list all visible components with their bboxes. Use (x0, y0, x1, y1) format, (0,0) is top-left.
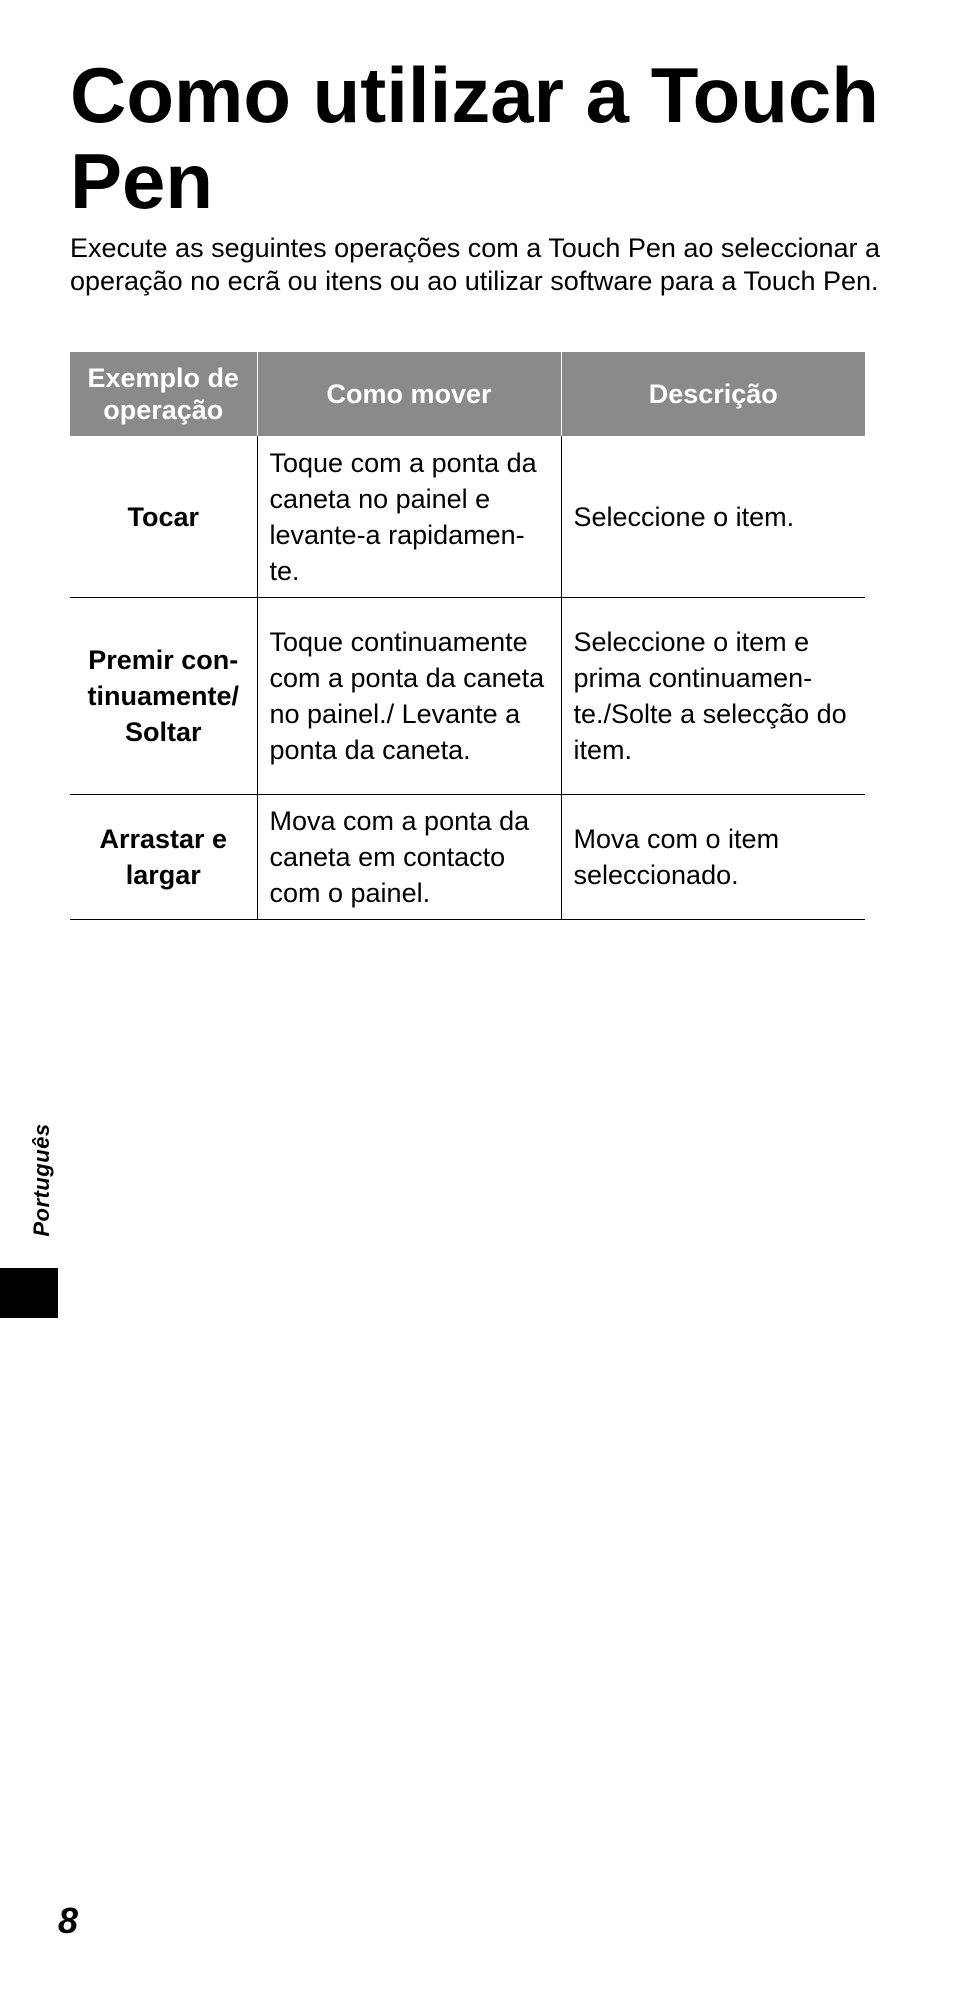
header-operation-example: Exemplo de operação (70, 352, 257, 436)
intro-paragraph: Execute as seguintes operações com a Touch Pen ao seleccionar a operação no ecrã ou itens ou ao utilizar software para a Touch Pen. (70, 233, 880, 296)
description-cell: Mova com o item seleccionado. (561, 795, 865, 920)
operation-cell: Premir con-tinuamente/ Soltar (70, 598, 257, 795)
table-header-row (70, 352, 865, 436)
how-to-move-cell: Mova com a ponta da caneta em contacto com o painel. (257, 795, 561, 920)
description-cell: Seleccione o item e prima continuamen-te./Solte a selecção do item. (561, 598, 865, 795)
operation-cell: Arrastar e largar (70, 795, 257, 920)
page-title: Como utilizar a Touch Pen (70, 51, 879, 225)
page-number: 8 (58, 1900, 79, 1941)
description-cell: Seleccione o item. (561, 436, 865, 598)
how-to-move-cell: Toque continuamente com a ponta da caneta no painel./ Levante a ponta da caneta. (257, 598, 561, 795)
table-row (70, 598, 865, 795)
language-tab-marker (0, 1268, 58, 1318)
table-row (70, 795, 865, 920)
operations-table (70, 352, 865, 920)
header-description: Descrição (561, 352, 865, 436)
header-how-to-move: Como mover (257, 352, 561, 436)
language-side-label: Português (29, 1123, 54, 1237)
how-to-move-cell: Toque com a ponta da caneta no painel e levante-a rapidamen-te. (257, 436, 561, 598)
table-row (70, 436, 865, 598)
operation-cell: Tocar (70, 436, 257, 598)
